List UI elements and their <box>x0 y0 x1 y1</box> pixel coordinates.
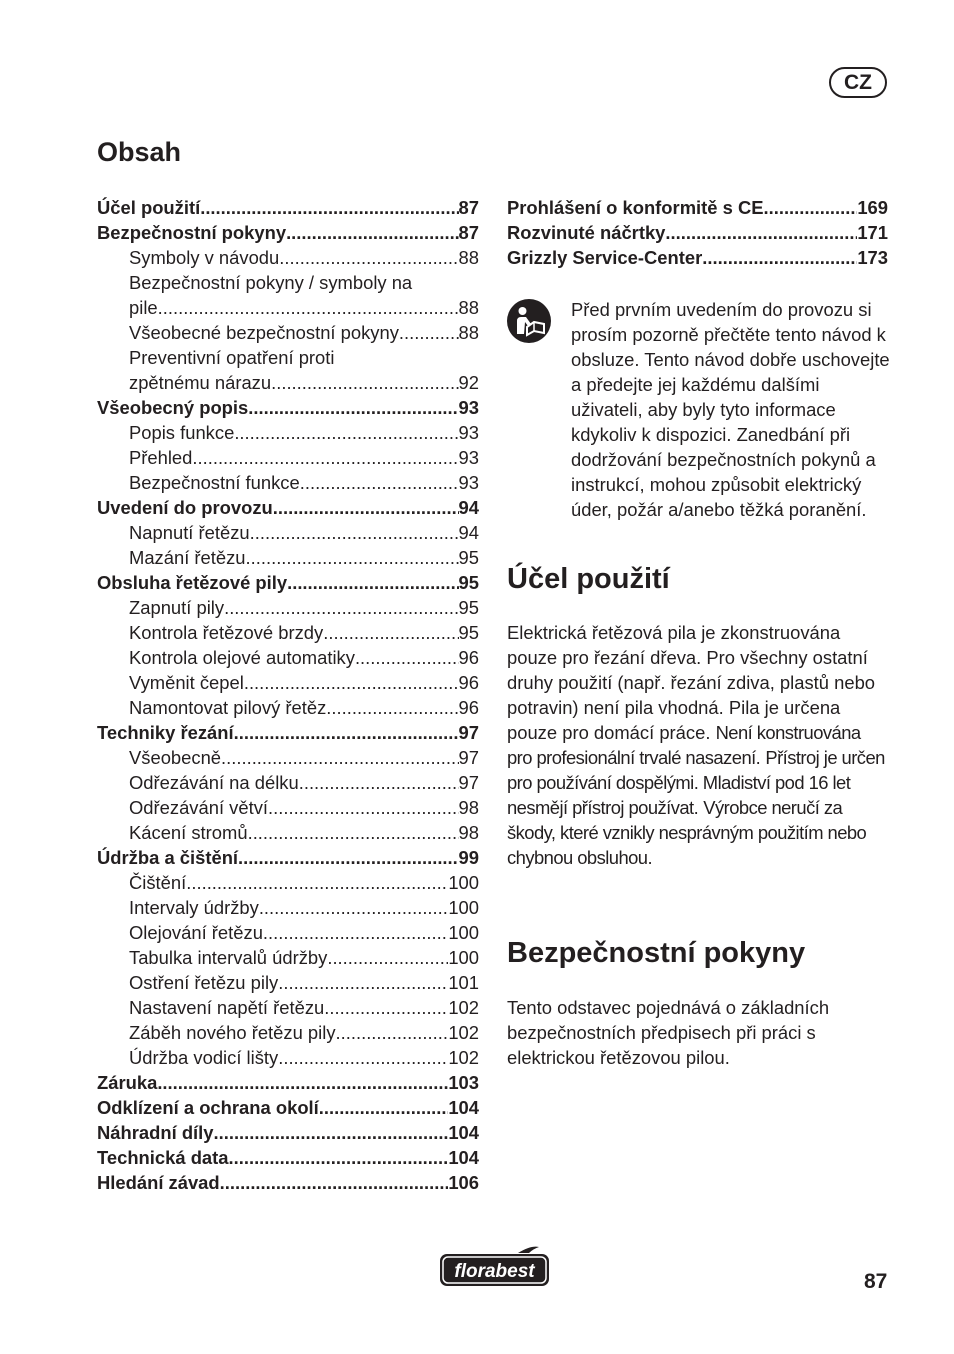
toc-page-number: 104 <box>448 1122 479 1143</box>
toc-row <box>97 395 479 420</box>
toc-label: Bezpečnostní funkce <box>129 472 300 493</box>
toc-row <box>97 1095 479 1120</box>
toc-label: Uvedení do provozu <box>97 497 273 518</box>
toc-label: Preventivní opatření proti <box>129 347 335 368</box>
toc-page-number: 97 <box>458 747 479 768</box>
safety-text: Tento odstavec pojednává o základních bezpečnostních předpisech při práci s elektrickou řetězovou pilou. <box>507 997 830 1068</box>
toc-label: Čištění <box>129 872 187 893</box>
toc-page-number: 88 <box>458 297 479 318</box>
heading-safety: Bezpečnostní pokyny <box>507 937 806 969</box>
toc-page-number: 104 <box>448 1097 479 1118</box>
toc-label: Vyměnit čepel <box>129 672 244 693</box>
toc-leader-dots <box>324 995 448 1020</box>
toc-page-number: 100 <box>448 922 479 943</box>
toc-leader-dots <box>238 845 458 870</box>
toc-leader-dots <box>702 245 857 270</box>
toc-label: Ostření řetězu pily <box>129 972 279 993</box>
toc-leader-dots <box>220 1170 449 1195</box>
toc-row <box>97 520 479 545</box>
toc-leader-dots <box>259 895 449 920</box>
toc-label: Odklízení a ochrana okolí <box>97 1097 319 1118</box>
toc-page-number: 95 <box>458 597 479 618</box>
toc-row <box>97 870 479 895</box>
toc-page-number: 100 <box>448 947 479 968</box>
toc-leader-dots <box>764 195 858 220</box>
toc-label: Technická data <box>97 1147 229 1168</box>
toc-page-number: 94 <box>458 522 479 543</box>
toc-row <box>97 320 479 345</box>
toc-leader-dots <box>273 495 459 520</box>
toc-leader-dots <box>157 1070 448 1095</box>
toc-row <box>97 595 479 620</box>
toc-label: Zapnutí pily <box>129 597 225 618</box>
toc-row <box>97 745 479 770</box>
toc-leader-dots <box>300 470 459 495</box>
toc-leader-dots <box>224 595 458 620</box>
toc-label: Mazání řetězu <box>129 547 246 568</box>
toc-leader-dots <box>299 770 459 795</box>
notice-text: Před prvním uvedením do provozu si prosím pozorně přečtěte tento návod k obsluze. Tento návod dobře uschovejte a předejte jej každému dalšími uživateli, aby byly tyto informace kdykoliv k dispozici. Zanedbání při dodržování bezpečnostních pokynů a instrukcí, mohou způsobit elektrický úder, požár a/anebo těžká poranění. <box>571 299 890 520</box>
toc-label: zpětnému nárazu <box>129 372 272 393</box>
toc-page-number: 103 <box>448 1072 479 1093</box>
toc-leader-dots <box>158 295 459 320</box>
toc-page-number: 95 <box>458 547 479 568</box>
toc-page-number: 102 <box>448 997 479 1018</box>
toc-page-number: 100 <box>448 872 479 893</box>
toc-leader-dots <box>234 720 459 745</box>
toc-row <box>97 1145 479 1170</box>
toc-row <box>97 945 479 970</box>
toc-label: Odřezávání na délku <box>129 772 299 793</box>
florabest-logo <box>438 1244 551 1289</box>
toc-page-number: 98 <box>458 822 479 843</box>
toc-page-number: 98 <box>458 797 479 818</box>
intended-use-text <box>507 620 889 870</box>
toc-row <box>97 570 479 595</box>
toc-row <box>97 470 479 495</box>
toc-page-number: 106 <box>448 1172 479 1193</box>
toc-label: Rozvinuté náčrtky <box>507 222 666 243</box>
toc-row <box>97 220 479 245</box>
toc-page-number: 94 <box>458 497 479 518</box>
toc-row <box>97 345 479 370</box>
toc-row <box>97 370 479 395</box>
toc-page-number: 100 <box>448 897 479 918</box>
toc-leader-dots <box>263 920 448 945</box>
toc-label: Symboly v návodu <box>129 247 280 268</box>
toc-leader-dots <box>192 445 458 470</box>
toc-row <box>507 220 888 245</box>
intended-use-text-3: Přístroj je určen pro používání dospělými. Mladiství pod 16 let nesmějí přístroj používat. <box>507 747 885 818</box>
toc-row <box>97 895 479 920</box>
toc-leader-dots <box>248 820 459 845</box>
toc-row <box>97 295 479 320</box>
toc-page-number: 88 <box>458 247 479 268</box>
toc-page-number: 171 <box>857 222 888 243</box>
toc-label: Záběh nového řetězu pily <box>129 1022 336 1043</box>
toc-row <box>97 670 479 695</box>
toc-label: Napnutí řetězu <box>129 522 250 543</box>
toc-leader-dots <box>326 695 458 720</box>
toc-leader-dots <box>287 570 458 595</box>
toc-page-number: 87 <box>458 222 479 243</box>
toc-row <box>97 695 479 720</box>
toc-label: Popis funkce <box>129 422 235 443</box>
toc-leader-dots <box>268 795 459 820</box>
toc-label: Techniky řezání <box>97 722 234 743</box>
toc-row <box>97 720 479 745</box>
toc-right-column <box>507 195 888 270</box>
toc-label: Prohlášení o konformitě s CE <box>507 197 764 218</box>
toc-label: Údržba vodicí lišty <box>129 1047 279 1068</box>
page-number: 87 <box>864 1270 888 1293</box>
toc-row <box>97 195 479 220</box>
toc-leader-dots <box>221 745 459 770</box>
toc-leader-dots <box>248 395 458 420</box>
toc-page-number: 173 <box>857 247 888 268</box>
heading-intended-use: Účel použití <box>507 563 670 595</box>
toc-page-number: 104 <box>448 1147 479 1168</box>
toc-label: Olejování řetězu <box>129 922 263 943</box>
toc-row <box>97 420 479 445</box>
toc-label: Všeobecné bezpečnostní pokyny <box>129 322 399 343</box>
toc-page-number: 97 <box>458 772 479 793</box>
toc-label: Hledání závad <box>97 1172 220 1193</box>
toc-label: Tabulka intervalů údržby <box>129 947 328 968</box>
toc-label: pile <box>129 297 158 318</box>
toc-leader-dots <box>336 1020 449 1045</box>
toc-label: Obsluha řetězové pily <box>97 572 288 593</box>
toc-row <box>97 795 479 820</box>
toc-page-number: 93 <box>458 397 479 418</box>
toc-label: Údržba a čištění <box>97 847 239 868</box>
toc-leader-dots <box>244 670 459 695</box>
toc-row <box>97 1170 479 1195</box>
toc-page-number: 102 <box>448 1022 479 1043</box>
toc-leader-dots <box>271 370 458 395</box>
intended-use-text-4: Výrobce neručí za škody, které vznikly nesprávným použitím nebo chybnou obsluhou. <box>507 797 867 868</box>
toc-title: Obsah <box>97 137 182 167</box>
toc-page-number: 96 <box>458 647 479 668</box>
read-manual-icon <box>507 299 551 343</box>
toc-page-number: 88 <box>458 322 479 343</box>
toc-page-number: 92 <box>458 372 479 393</box>
toc-leader-dots <box>279 245 458 270</box>
toc-label: Všeobecně <box>129 747 222 768</box>
toc-label: Kácení stromů <box>129 822 248 843</box>
toc-page-number: 101 <box>448 972 479 993</box>
toc-row <box>97 1045 479 1070</box>
toc-label: Nastavení napětí řetězu <box>129 997 325 1018</box>
toc-leader-dots <box>278 970 448 995</box>
toc-leader-dots <box>286 220 458 245</box>
toc-leader-dots <box>214 1120 449 1145</box>
toc-label: Všeobecný popis <box>97 397 249 418</box>
toc-label: Namontovat pilový řetěz <box>129 697 327 718</box>
toc-leader-dots <box>186 870 448 895</box>
toc-leader-dots <box>246 545 459 570</box>
toc-page-number: 99 <box>458 847 479 868</box>
toc-label: Kontrola olejové automatiky <box>129 647 355 668</box>
brand-logo-text: florabest <box>454 1261 535 1282</box>
toc-page-number: 93 <box>458 447 479 468</box>
toc-row <box>97 245 479 270</box>
toc-label: Záruka <box>97 1072 158 1093</box>
intended-use-text-1: Elektrická řetězová pila je zkonstruována pouze pro řezání dřeva. Pro všechny ostatní druhy použití (např. řezání zdiva, plastů nebo potravin) není pila vhodná. Pila je určena pouze pro domácí práce. <box>507 622 876 743</box>
toc-page-number: 95 <box>458 622 479 643</box>
toc-leader-dots <box>323 620 458 645</box>
toc-label: Účel použití <box>97 197 201 218</box>
toc-label: Přehled <box>129 447 193 468</box>
toc-label: Odřezávání větví <box>129 797 269 818</box>
toc-page-number: 97 <box>458 722 479 743</box>
toc-row <box>97 770 479 795</box>
toc-row <box>97 920 479 945</box>
intended-use-text-2: Není konstruována pro profesionální trvalé nasazení. <box>507 722 861 768</box>
toc-page-number: 93 <box>458 472 479 493</box>
toc-row <box>97 1020 479 1045</box>
toc-row <box>97 845 479 870</box>
toc-row <box>507 195 888 220</box>
toc-leader-dots <box>319 1095 449 1120</box>
toc-leader-dots <box>355 645 459 670</box>
toc-leader-dots <box>665 220 857 245</box>
toc-label: Bezpečnostní pokyny / symboly na <box>129 272 413 293</box>
toc-leader-dots <box>278 1045 448 1070</box>
toc-label: Bezpečnostní pokyny <box>97 222 287 243</box>
toc-page-number: 96 <box>458 697 479 718</box>
toc-leader-dots <box>229 1145 449 1170</box>
toc-leader-dots <box>200 195 458 220</box>
toc-label: Náhradní díly <box>97 1122 214 1143</box>
toc-page-number: 169 <box>857 197 888 218</box>
toc-row <box>97 545 479 570</box>
toc-page-number: 102 <box>448 1047 479 1068</box>
toc-leader-dots <box>399 320 459 345</box>
toc-leader-dots <box>234 420 458 445</box>
toc-left-column <box>97 195 479 1195</box>
toc-page-number: 95 <box>458 572 479 593</box>
toc-row <box>97 495 479 520</box>
toc-leader-dots <box>327 945 448 970</box>
toc-leader-dots <box>250 520 459 545</box>
toc-row <box>97 645 479 670</box>
toc-page-number: 87 <box>458 197 479 218</box>
toc-row <box>97 445 479 470</box>
toc-row <box>97 1120 479 1145</box>
toc-label: Grizzly Service-Center <box>507 247 703 268</box>
toc-page-number: 93 <box>458 422 479 443</box>
language-badge: CZ <box>829 67 887 98</box>
toc-row <box>97 1070 479 1095</box>
toc-page-number: 96 <box>458 672 479 693</box>
toc-row <box>97 620 479 645</box>
toc-row <box>97 270 479 295</box>
toc-row <box>97 970 479 995</box>
toc-row <box>507 245 888 270</box>
toc-row <box>97 995 479 1020</box>
toc-label: Kontrola řetězové brzdy <box>129 622 324 643</box>
toc-row <box>97 820 479 845</box>
toc-label: Intervaly údržby <box>129 897 259 918</box>
